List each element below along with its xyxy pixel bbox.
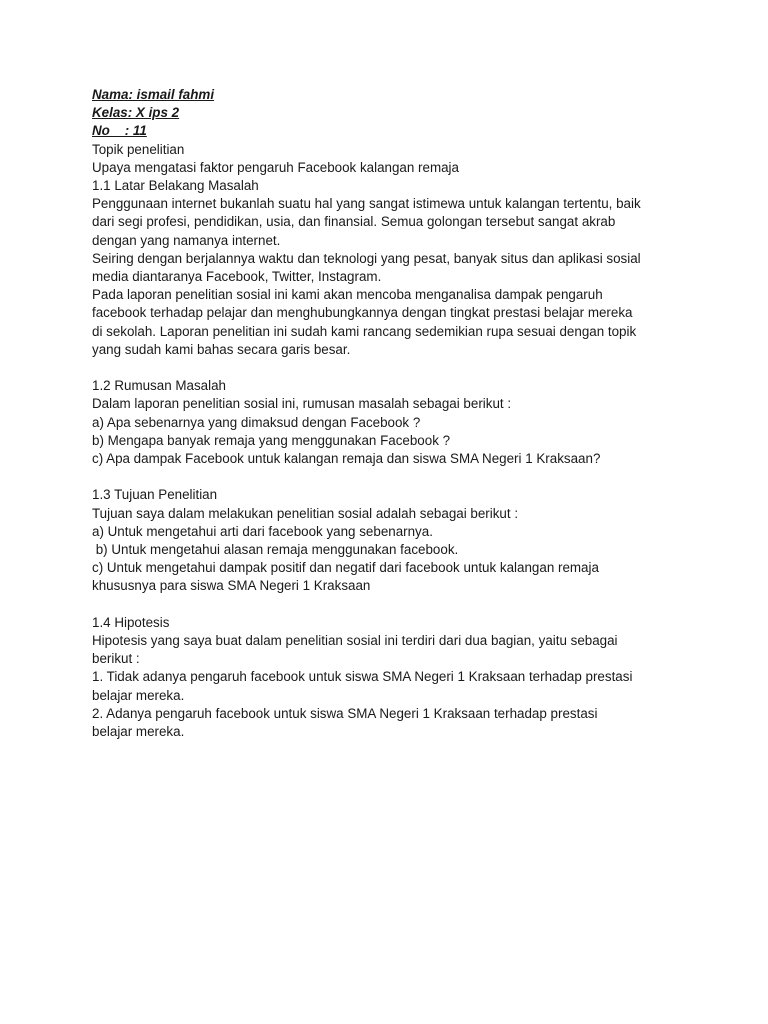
paragraph-line: berikut : (92, 651, 140, 667)
student-number: No : 11 (92, 123, 147, 139)
list-line: c) Untuk mengetahui dampak positif dan negatif dari facebook untuk kalangan remaja (92, 560, 599, 576)
section-3-heading: 1.3 Tujuan Penelitian (92, 487, 218, 503)
list-line: a) Untuk mengetahui arti dari facebook yang sebenarnya. (92, 523, 433, 539)
list-line: a) Apa sebenarnya yang dimaksud dengan Facebook ? (92, 414, 421, 430)
list-line: Tujuan saya dalam melakukan penelitian sosial adalah sebagai berikut : (92, 505, 519, 521)
list-line: 1. Tidak adanya pengaruh facebook untuk siswa SMA Negeri 1 Kraksaan terhadap prestasi (92, 669, 633, 685)
paragraph-line: Pada laporan penelitian sosial ini kami akan mencoba menganalisa dampak pengaruh (92, 287, 603, 303)
list-line: Dalam laporan penelitian sosial ini, rumusan masalah sebagai berikut : (92, 396, 512, 412)
list-line: c) Apa dampak Facebook untuk kalangan remaja dan siswa SMA Negeri 1 Kraksaan? (92, 451, 601, 467)
list-line: 2. Adanya pengaruh facebook untuk siswa SMA Negeri 1 Kraksaan terhadap prestasi (92, 705, 598, 721)
paragraph-line: facebook terhadap pelajar dan menghubungkannya dengan tingkat prestasi belajar mereka (92, 305, 633, 321)
list-line: belajar mereka. (92, 687, 185, 703)
list-line: khususnya para siswa SMA Negeri 1 Kraksaan (92, 578, 371, 594)
section-1-heading: 1.1 Latar Belakang Masalah (92, 178, 259, 194)
paragraph-line: dari segi profesi, pendidikan, usia, dan finansial. Semua golongan tersebut sangat akrab (92, 214, 616, 230)
paragraph-line: media diantaranya Facebook, Twitter, Instagram. (92, 269, 382, 285)
paragraph-line: Penggunaan internet bukanlah suatu hal yang sangat istimewa untuk kalangan tertentu, baik (92, 196, 641, 212)
student-name: Nama: ismail fahmi (92, 87, 215, 102)
blank-line (92, 596, 692, 614)
section-4-heading: 1.4 Hipotesis (92, 614, 170, 630)
topic-title: Upaya mengatasi faktor pengaruh Facebook kalangan remaja (92, 159, 459, 175)
list-line: b) Untuk mengetahui alasan remaja menggunakan facebook. (92, 542, 459, 558)
list-line: b) Mengapa banyak remaja yang menggunakan Facebook ? (92, 432, 451, 448)
document-page (92, 86, 692, 741)
paragraph-line: dengan yang namanya internet. (92, 232, 281, 248)
blank-line (92, 359, 692, 377)
student-class: Kelas: X ips 2 (92, 105, 180, 121)
paragraph-line: Hipotesis yang saya buat dalam penelitian sosial ini terdiri dari dua bagian, yaitu sebagai (92, 633, 618, 649)
topic-label: Topik penelitian (92, 141, 185, 157)
paragraph-line: Seiring dengan berjalannya waktu dan teknologi yang pesat, banyak situs dan aplikasi sosial (92, 250, 641, 266)
paragraph-line: yang sudah kami bahas secara garis besar. (92, 341, 351, 357)
section-2-heading: 1.2 Rumusan Masalah (92, 378, 226, 394)
blank-line (92, 468, 692, 486)
paragraph-line: di sekolah. Laporan penelitian ini sudah kami rancang sedemikian rupa sesuai dengan topik (92, 323, 637, 339)
list-line: belajar mereka. (92, 724, 185, 740)
